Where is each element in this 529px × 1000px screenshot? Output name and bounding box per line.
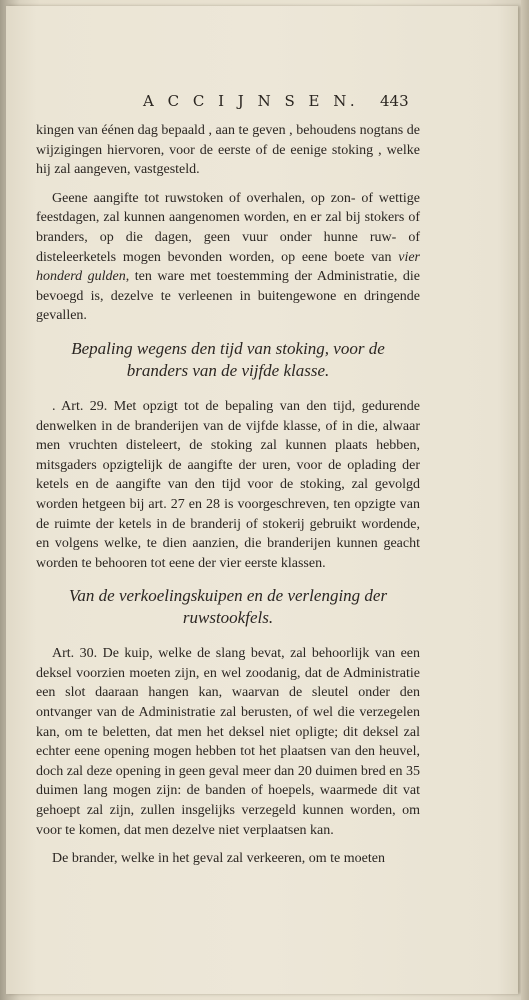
page-number: 443 (380, 92, 409, 110)
book-page (6, 6, 518, 994)
page-body (36, 121, 420, 869)
article-30: Art. 30. De kuip, welke de slang bevat, zal behoorlijk van een deksel voorzien moeten zijn, en wel zoodanig, dat de Administratie een slot daaraan hangen kan, waarvan de sleutel onder den ontvanger van de Administratie zal berusten, of wel die verzegelen kan, om te beletten, dat men het deksel niet opligte; dit deksel zal echter eene opening mogen hebben tot het plaatsen van den heuvel, doch zal deze opening in geen geval meer dan 20 duimen bred en 35 duimen lang mogen zijn: de banden of hoepels, waarmede dit vat gehoept zal zijn, zullen insgelijks verzegeld kunnen worden, om voor te komen, dat men dezelve niet verplaatsen kan. (36, 646, 420, 838)
heading-line: Van de verkoelingskuipen en de verlenging der (68, 586, 388, 606)
paragraph-brander: De brander, welke in het geval zal verkeeren, om te moeten (52, 851, 385, 867)
paragraph-text: , ten ware met toestemming der Administratie, die bevoegd is, dezelve te verleenen in buitengewone en dringende gevallen. (36, 269, 420, 324)
fine-amount: vier honderd gulden (36, 249, 420, 285)
paragraph-holidays (36, 189, 420, 326)
heading-line: Bepaling wegens den tijd van stoking, voor de (71, 338, 385, 358)
book-edge (521, 0, 529, 1000)
article-29: . Art. 29. Met opzigt tot de bepaling van den tijd, gedurende denwelken in de branderijen van de vijfde klasse, of in die, alwaar men vruchten disteleert, de stoking zal kunnen plaats hebben, mitsgaders opzigtelijk de aangifte der uren, voor de oplading der ketels en de aangifte van den tijd voor de stoking, zal gevolgd worden hetgeen bij art. 27 en 28 is voorgeschreven, ten opzigte van de ruimte der ketels in de branderij of stokerij gebruikt wordende, en volgens welke, te dien aanzien, die branderijen kunnen geacht worden te behooren tot eene der vier eerste klassen. (36, 398, 420, 571)
heading-line: branders van de vijfde klasse. (126, 360, 330, 380)
running-head: A C C I J N S E N. (143, 92, 360, 110)
paragraph-continuation: kingen van éénen dag bepaald , aan te geven , behoudens nogtans de wijzigingen hiervoren, voor de eerste of de eenige stoking , welke hij zal aangeven, vastgesteld. (36, 123, 420, 178)
section-heading (36, 585, 420, 629)
heading-line: ruwstookfels. (182, 608, 274, 628)
page-header (6, 92, 518, 114)
paragraph-text: Geene aangifte tot ruwstoken of overhalen, op zon- of wettige feestdagen, zal kunnen aangenomen worden, en er zal bij stokers of branders, op die dagen, geen vuur onder hunne ruw- of disteleerketels mogen bevonden worden, op eene boete van (36, 190, 420, 265)
section-heading (36, 338, 420, 382)
